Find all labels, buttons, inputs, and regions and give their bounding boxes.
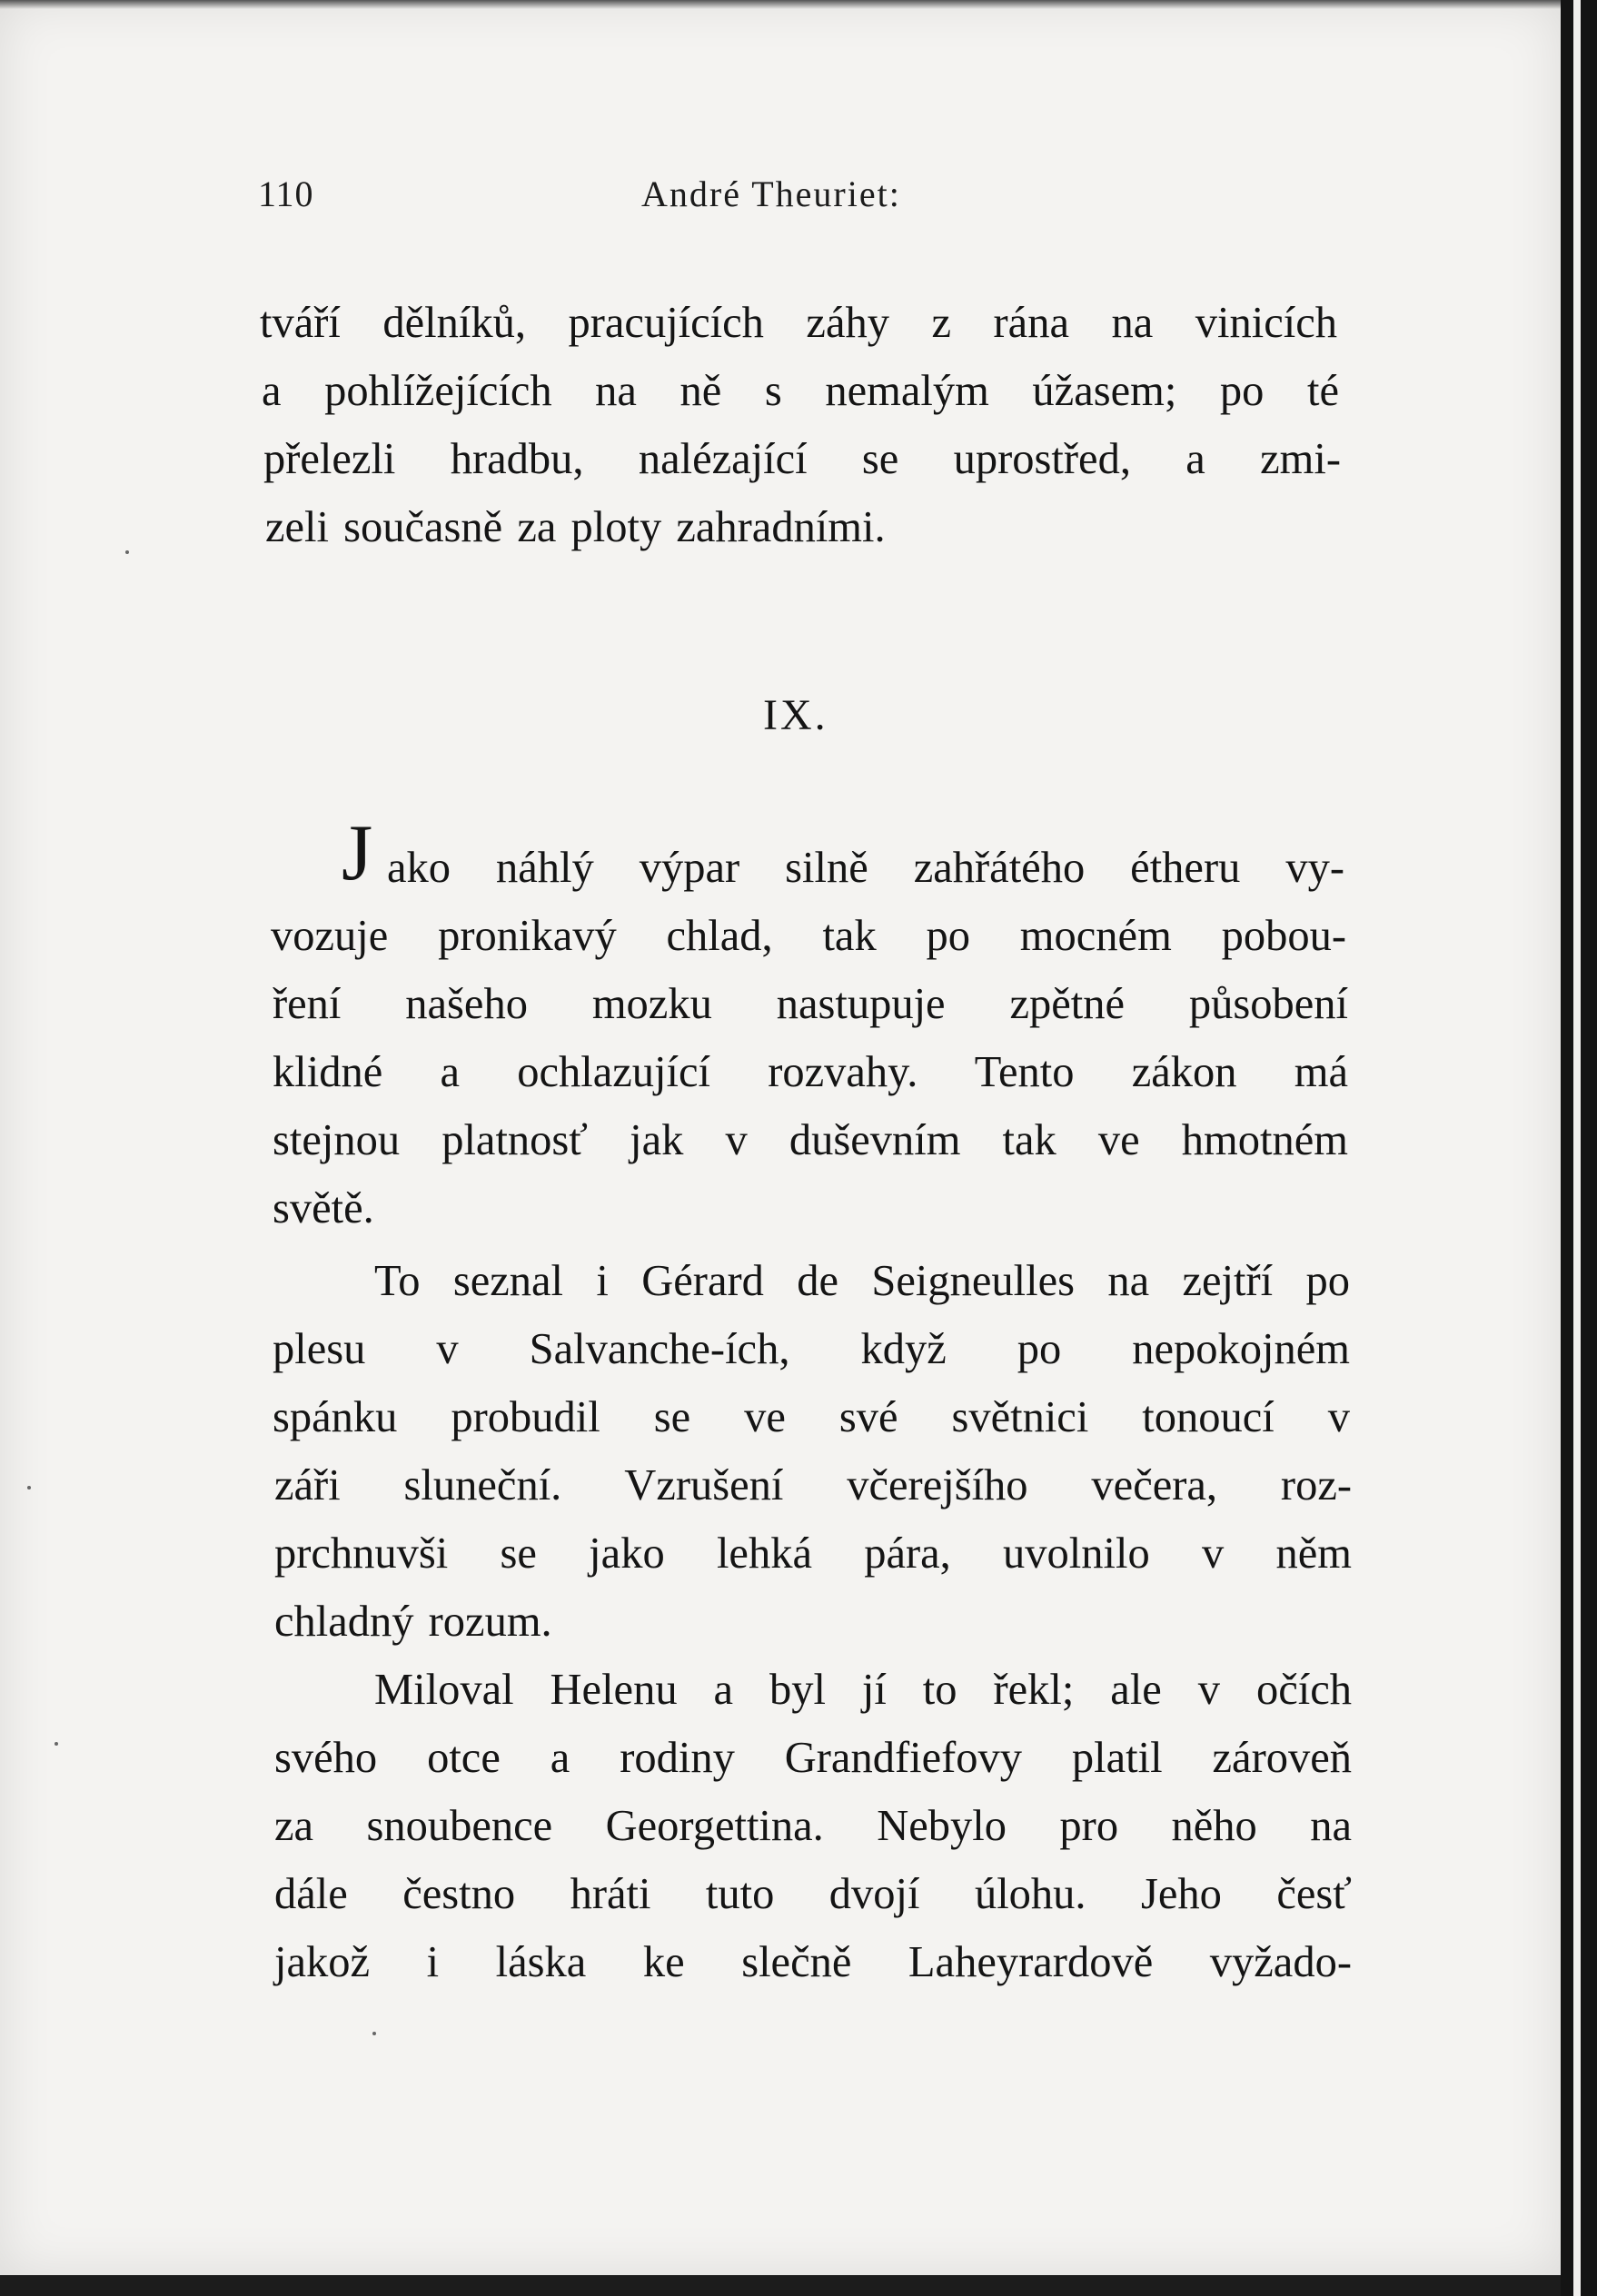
text-line: To seznal i Gérard de Seigneulles na zejtří po bbox=[374, 1257, 1350, 1305]
text-line: klidné a ochlazující rozvahy. Tento zákon má bbox=[273, 1048, 1348, 1096]
text-line: svého otce a rodiny Grandfiefovy platil zároveň bbox=[274, 1734, 1352, 1782]
text-line: záři sluneční. Vzrušení včerejšího večera, roz- bbox=[274, 1461, 1352, 1509]
text-line: ření našeho mozku nastupuje zpětné působení bbox=[273, 980, 1348, 1028]
text-line: ako náhlý výpar silně zahřátého étheru vy- bbox=[387, 844, 1344, 892]
text-line: prchnuvši se jako lehká pára, uvolnilo v něm bbox=[274, 1529, 1352, 1578]
text-line: Miloval Helenu a byl jí to řekl; ale v očích bbox=[374, 1666, 1352, 1714]
text-line: tváří dělníků, pracujících záhy z rána na vinicích bbox=[260, 299, 1337, 347]
text-line: vozuje pronikavý chlad, tak po mocném pobou- bbox=[271, 912, 1346, 960]
page-edge-right bbox=[1561, 0, 1597, 2296]
text-line: a pohlížejících na ně s nemalým úžasem; po té bbox=[262, 367, 1339, 415]
text-line: plesu v Salvanche-ích, když po nepokojném bbox=[273, 1325, 1350, 1373]
text-line: zeli současně za ploty zahradními. bbox=[265, 503, 886, 551]
chapter-heading: IX. bbox=[763, 691, 828, 739]
text-line: za snoubence Georgettina. Nebylo pro něho na bbox=[274, 1802, 1352, 1850]
page-number: 110 bbox=[258, 173, 314, 214]
page-edge-bottom bbox=[0, 2275, 1561, 2296]
text-line: jakož i láska ke slečně Laheyrardově vyžado- bbox=[274, 1938, 1352, 1986]
running-head: André Theuriet: bbox=[641, 173, 901, 214]
scan-speck bbox=[27, 1486, 31, 1489]
text-line: spánku probudil se ve své světnici tonoucí v bbox=[273, 1393, 1350, 1441]
scan-speck bbox=[55, 1742, 58, 1746]
page-top-shadow bbox=[0, 0, 1561, 9]
scan-speck bbox=[372, 2032, 376, 2035]
text-line: dále čestno hráti tuto dvojí úlohu. Jeho česť bbox=[274, 1870, 1352, 1918]
text-line: světě. bbox=[273, 1184, 374, 1232]
page-header bbox=[258, 173, 1348, 227]
scan-speck bbox=[125, 550, 129, 554]
text-line: přelezli hradbu, nalézající se uprostřed, a zmi- bbox=[263, 435, 1341, 483]
drop-cap: J bbox=[342, 809, 373, 897]
text-line: stejnou platnosť jak v duševním tak ve hmotném bbox=[273, 1116, 1348, 1164]
text-line: chladný rozum. bbox=[274, 1598, 552, 1646]
